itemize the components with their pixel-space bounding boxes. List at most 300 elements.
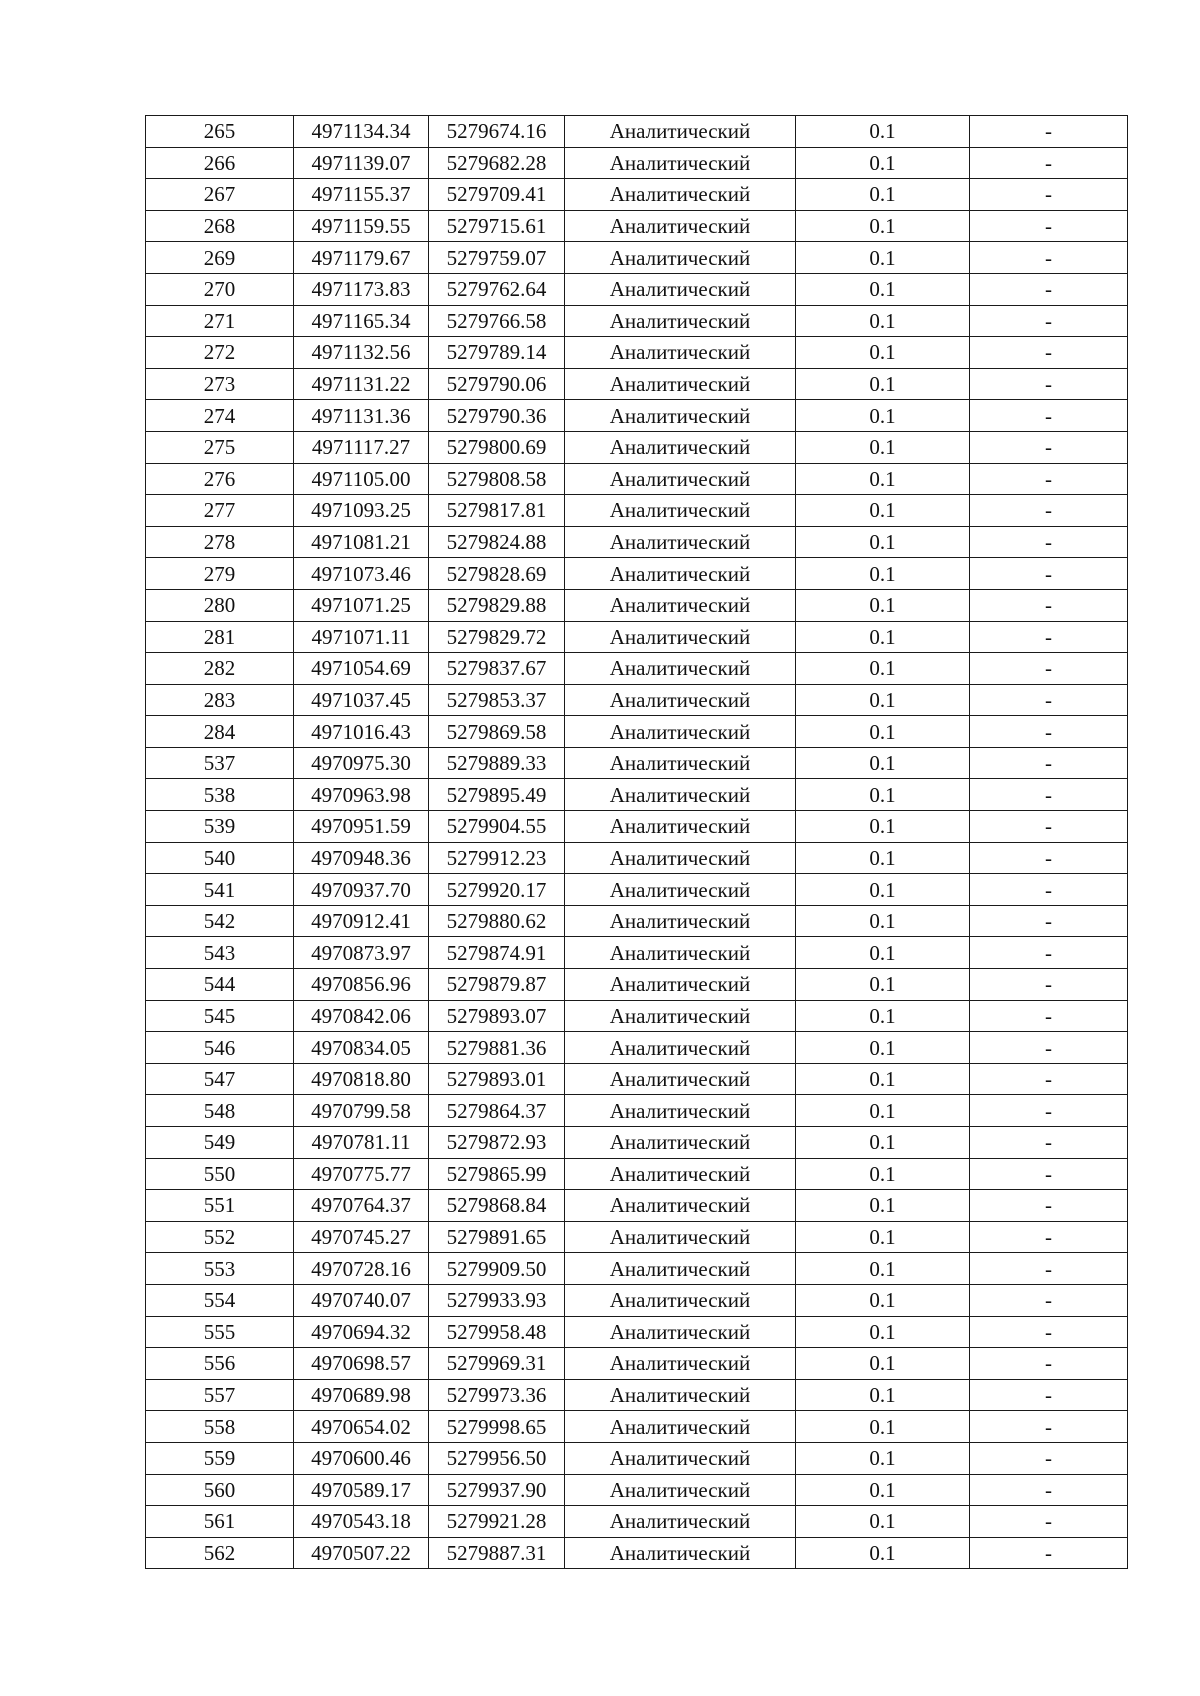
y-coordinate-cell: 5279682.28 <box>429 147 565 179</box>
point-number-cell: 556 <box>146 1348 294 1380</box>
point-number-cell: 548 <box>146 1095 294 1127</box>
point-number-cell: 268 <box>146 210 294 242</box>
x-coordinate-cell: 4970873.97 <box>294 937 429 969</box>
x-coordinate-cell: 4970818.80 <box>294 1063 429 1095</box>
point-number-cell: 537 <box>146 747 294 779</box>
y-coordinate-cell: 5279790.06 <box>429 368 565 400</box>
y-coordinate-cell: 5279824.88 <box>429 526 565 558</box>
precision-cell: 0.1 <box>796 716 970 748</box>
method-cell: Аналитический <box>565 242 796 274</box>
x-coordinate-cell: 4971179.67 <box>294 242 429 274</box>
method-cell: Аналитический <box>565 147 796 179</box>
x-coordinate-cell: 4970912.41 <box>294 905 429 937</box>
y-coordinate-cell: 5279973.36 <box>429 1379 565 1411</box>
precision-cell: 0.1 <box>796 1316 970 1348</box>
point-number-cell: 546 <box>146 1032 294 1064</box>
point-number-cell: 557 <box>146 1379 294 1411</box>
note-cell: - <box>970 905 1128 937</box>
precision-cell: 0.1 <box>796 526 970 558</box>
method-cell: Аналитический <box>565 495 796 527</box>
y-coordinate-cell: 5279920.17 <box>429 874 565 906</box>
method-cell: Аналитический <box>565 937 796 969</box>
y-coordinate-cell: 5279969.31 <box>429 1348 565 1380</box>
point-number-cell: 275 <box>146 431 294 463</box>
point-number-cell: 273 <box>146 368 294 400</box>
note-cell: - <box>970 337 1128 369</box>
y-coordinate-cell: 5279872.93 <box>429 1127 565 1159</box>
x-coordinate-cell: 4971093.25 <box>294 495 429 527</box>
point-number-cell: 544 <box>146 969 294 1001</box>
y-coordinate-cell: 5279921.28 <box>429 1506 565 1538</box>
y-coordinate-cell: 5279828.69 <box>429 558 565 590</box>
x-coordinate-cell: 4971054.69 <box>294 653 429 685</box>
point-number-cell: 540 <box>146 842 294 874</box>
precision-cell: 0.1 <box>796 273 970 305</box>
y-coordinate-cell: 5279874.91 <box>429 937 565 969</box>
point-number-cell: 272 <box>146 337 294 369</box>
y-coordinate-cell: 5279881.36 <box>429 1032 565 1064</box>
note-cell: - <box>970 1348 1128 1380</box>
point-number-cell: 552 <box>146 1221 294 1253</box>
x-coordinate-cell: 4970948.36 <box>294 842 429 874</box>
method-cell: Аналитический <box>565 842 796 874</box>
point-number-cell: 270 <box>146 273 294 305</box>
table-row <box>146 1190 1128 1222</box>
y-coordinate-cell: 5279904.55 <box>429 811 565 843</box>
table-row <box>146 1095 1128 1127</box>
precision-cell: 0.1 <box>796 779 970 811</box>
note-cell: - <box>970 495 1128 527</box>
precision-cell: 0.1 <box>796 1032 970 1064</box>
y-coordinate-cell: 5279762.64 <box>429 273 565 305</box>
note-cell: - <box>970 874 1128 906</box>
point-number-cell: 555 <box>146 1316 294 1348</box>
y-coordinate-cell: 5279808.58 <box>429 463 565 495</box>
precision-cell: 0.1 <box>796 589 970 621</box>
x-coordinate-cell: 4970698.57 <box>294 1348 429 1380</box>
note-cell: - <box>970 716 1128 748</box>
x-coordinate-cell: 4971134.34 <box>294 116 429 148</box>
point-number-cell: 549 <box>146 1127 294 1159</box>
precision-cell: 0.1 <box>796 116 970 148</box>
note-cell: - <box>970 558 1128 590</box>
y-coordinate-cell: 5279864.37 <box>429 1095 565 1127</box>
table-row <box>146 969 1128 1001</box>
table-row <box>146 684 1128 716</box>
method-cell: Аналитический <box>565 1253 796 1285</box>
table-row <box>146 811 1128 843</box>
y-coordinate-cell: 5279889.33 <box>429 747 565 779</box>
point-number-cell: 559 <box>146 1442 294 1474</box>
x-coordinate-cell: 4970951.59 <box>294 811 429 843</box>
note-cell: - <box>970 1063 1128 1095</box>
y-coordinate-cell: 5279800.69 <box>429 431 565 463</box>
table-row <box>146 842 1128 874</box>
note-cell: - <box>970 969 1128 1001</box>
note-cell: - <box>970 937 1128 969</box>
method-cell: Аналитический <box>565 463 796 495</box>
point-number-cell: 278 <box>146 526 294 558</box>
y-coordinate-cell: 5279958.48 <box>429 1316 565 1348</box>
precision-cell: 0.1 <box>796 1127 970 1159</box>
y-coordinate-cell: 5279893.01 <box>429 1063 565 1095</box>
point-number-cell: 266 <box>146 147 294 179</box>
x-coordinate-cell: 4970937.70 <box>294 874 429 906</box>
y-coordinate-cell: 5279998.65 <box>429 1411 565 1443</box>
y-coordinate-cell: 5279789.14 <box>429 337 565 369</box>
note-cell: - <box>970 1284 1128 1316</box>
table-row <box>146 1474 1128 1506</box>
x-coordinate-cell: 4971071.11 <box>294 621 429 653</box>
x-coordinate-cell: 4970781.11 <box>294 1127 429 1159</box>
precision-cell: 0.1 <box>796 431 970 463</box>
point-number-cell: 284 <box>146 716 294 748</box>
method-cell: Аналитический <box>565 589 796 621</box>
point-number-cell: 274 <box>146 400 294 432</box>
point-number-cell: 551 <box>146 1190 294 1222</box>
table-row <box>146 905 1128 937</box>
precision-cell: 0.1 <box>796 969 970 1001</box>
x-coordinate-cell: 4970975.30 <box>294 747 429 779</box>
method-cell: Аналитический <box>565 716 796 748</box>
x-coordinate-cell: 4970654.02 <box>294 1411 429 1443</box>
note-cell: - <box>970 1379 1128 1411</box>
table-row <box>146 463 1128 495</box>
precision-cell: 0.1 <box>796 1158 970 1190</box>
table-row <box>146 368 1128 400</box>
method-cell: Аналитический <box>565 431 796 463</box>
table-row <box>146 937 1128 969</box>
note-cell: - <box>970 400 1128 432</box>
note-cell: - <box>970 1506 1128 1538</box>
x-coordinate-cell: 4970600.46 <box>294 1442 429 1474</box>
table-row <box>146 1506 1128 1538</box>
point-number-cell: 561 <box>146 1506 294 1538</box>
note-cell: - <box>970 1221 1128 1253</box>
y-coordinate-cell: 5279766.58 <box>429 305 565 337</box>
precision-cell: 0.1 <box>796 1537 970 1569</box>
x-coordinate-cell: 4970834.05 <box>294 1032 429 1064</box>
x-coordinate-cell: 4971131.36 <box>294 400 429 432</box>
method-cell: Аналитический <box>565 273 796 305</box>
y-coordinate-cell: 5279893.07 <box>429 1000 565 1032</box>
note-cell: - <box>970 779 1128 811</box>
method-cell: Аналитический <box>565 526 796 558</box>
x-coordinate-cell: 4970842.06 <box>294 1000 429 1032</box>
table-row <box>146 1411 1128 1443</box>
precision-cell: 0.1 <box>796 179 970 211</box>
precision-cell: 0.1 <box>796 1284 970 1316</box>
precision-cell: 0.1 <box>796 747 970 779</box>
table-row <box>146 1537 1128 1569</box>
note-cell: - <box>970 621 1128 653</box>
x-coordinate-cell: 4971117.27 <box>294 431 429 463</box>
precision-cell: 0.1 <box>796 242 970 274</box>
method-cell: Аналитический <box>565 1032 796 1064</box>
table-row <box>146 621 1128 653</box>
y-coordinate-cell: 5279868.84 <box>429 1190 565 1222</box>
note-cell: - <box>970 210 1128 242</box>
method-cell: Аналитический <box>565 621 796 653</box>
method-cell: Аналитический <box>565 779 796 811</box>
table-row <box>146 1442 1128 1474</box>
note-cell: - <box>970 179 1128 211</box>
precision-cell: 0.1 <box>796 937 970 969</box>
x-coordinate-cell: 4971016.43 <box>294 716 429 748</box>
precision-cell: 0.1 <box>796 1506 970 1538</box>
table-row <box>146 1379 1128 1411</box>
precision-cell: 0.1 <box>796 811 970 843</box>
method-cell: Аналитический <box>565 305 796 337</box>
point-number-cell: 280 <box>146 589 294 621</box>
point-number-cell: 276 <box>146 463 294 495</box>
note-cell: - <box>970 747 1128 779</box>
note-cell: - <box>970 1000 1128 1032</box>
table-body <box>146 116 1128 1569</box>
y-coordinate-cell: 5279853.37 <box>429 684 565 716</box>
method-cell: Аналитический <box>565 179 796 211</box>
point-number-cell: 279 <box>146 558 294 590</box>
method-cell: Аналитический <box>565 368 796 400</box>
precision-cell: 0.1 <box>796 1000 970 1032</box>
table-row <box>146 1284 1128 1316</box>
x-coordinate-cell: 4971081.21 <box>294 526 429 558</box>
note-cell: - <box>970 842 1128 874</box>
precision-cell: 0.1 <box>796 1190 970 1222</box>
precision-cell: 0.1 <box>796 400 970 432</box>
table-row <box>146 179 1128 211</box>
x-coordinate-cell: 4971139.07 <box>294 147 429 179</box>
point-number-cell: 553 <box>146 1253 294 1285</box>
x-coordinate-cell: 4970728.16 <box>294 1253 429 1285</box>
method-cell: Аналитический <box>565 969 796 1001</box>
precision-cell: 0.1 <box>796 147 970 179</box>
method-cell: Аналитический <box>565 116 796 148</box>
method-cell: Аналитический <box>565 400 796 432</box>
y-coordinate-cell: 5279879.87 <box>429 969 565 1001</box>
x-coordinate-cell: 4970589.17 <box>294 1474 429 1506</box>
point-number-cell: 267 <box>146 179 294 211</box>
precision-cell: 0.1 <box>796 684 970 716</box>
note-cell: - <box>970 1316 1128 1348</box>
table-row <box>146 495 1128 527</box>
note-cell: - <box>970 1190 1128 1222</box>
table-row <box>146 431 1128 463</box>
table-row <box>146 1348 1128 1380</box>
method-cell: Аналитический <box>565 653 796 685</box>
method-cell: Аналитический <box>565 747 796 779</box>
precision-cell: 0.1 <box>796 305 970 337</box>
precision-cell: 0.1 <box>796 1063 970 1095</box>
method-cell: Аналитический <box>565 1127 796 1159</box>
x-coordinate-cell: 4970507.22 <box>294 1537 429 1569</box>
y-coordinate-cell: 5279880.62 <box>429 905 565 937</box>
y-coordinate-cell: 5279909.50 <box>429 1253 565 1285</box>
table-row <box>146 1316 1128 1348</box>
method-cell: Аналитический <box>565 1158 796 1190</box>
precision-cell: 0.1 <box>796 653 970 685</box>
x-coordinate-cell: 4971155.37 <box>294 179 429 211</box>
table-row <box>146 1158 1128 1190</box>
method-cell: Аналитический <box>565 210 796 242</box>
point-number-cell: 538 <box>146 779 294 811</box>
table-row <box>146 1032 1128 1064</box>
method-cell: Аналитический <box>565 1411 796 1443</box>
x-coordinate-cell: 4971037.45 <box>294 684 429 716</box>
table-row <box>146 116 1128 148</box>
note-cell: - <box>970 463 1128 495</box>
point-number-cell: 283 <box>146 684 294 716</box>
note-cell: - <box>970 1253 1128 1285</box>
y-coordinate-cell: 5279891.65 <box>429 1221 565 1253</box>
y-coordinate-cell: 5279937.90 <box>429 1474 565 1506</box>
precision-cell: 0.1 <box>796 368 970 400</box>
y-coordinate-cell: 5279674.16 <box>429 116 565 148</box>
x-coordinate-cell: 4971073.46 <box>294 558 429 590</box>
x-coordinate-cell: 4970745.27 <box>294 1221 429 1253</box>
note-cell: - <box>970 273 1128 305</box>
precision-cell: 0.1 <box>796 1442 970 1474</box>
note-cell: - <box>970 589 1128 621</box>
coordinates-table <box>145 115 1128 1569</box>
x-coordinate-cell: 4970963.98 <box>294 779 429 811</box>
note-cell: - <box>970 431 1128 463</box>
x-coordinate-cell: 4971105.00 <box>294 463 429 495</box>
method-cell: Аналитический <box>565 874 796 906</box>
method-cell: Аналитический <box>565 905 796 937</box>
x-coordinate-cell: 4971165.34 <box>294 305 429 337</box>
table-row <box>146 305 1128 337</box>
table-row <box>146 874 1128 906</box>
x-coordinate-cell: 4971132.56 <box>294 337 429 369</box>
note-cell: - <box>970 242 1128 274</box>
note-cell: - <box>970 1158 1128 1190</box>
y-coordinate-cell: 5279933.93 <box>429 1284 565 1316</box>
table-row <box>146 400 1128 432</box>
method-cell: Аналитический <box>565 1095 796 1127</box>
point-number-cell: 269 <box>146 242 294 274</box>
note-cell: - <box>970 811 1128 843</box>
table-row <box>146 1221 1128 1253</box>
note-cell: - <box>970 684 1128 716</box>
point-number-cell: 277 <box>146 495 294 527</box>
precision-cell: 0.1 <box>796 210 970 242</box>
point-number-cell: 554 <box>146 1284 294 1316</box>
y-coordinate-cell: 5279817.81 <box>429 495 565 527</box>
table-row <box>146 210 1128 242</box>
y-coordinate-cell: 5279709.41 <box>429 179 565 211</box>
table-row <box>146 589 1128 621</box>
x-coordinate-cell: 4971131.22 <box>294 368 429 400</box>
point-number-cell: 558 <box>146 1411 294 1443</box>
point-number-cell: 560 <box>146 1474 294 1506</box>
table-row <box>146 558 1128 590</box>
point-number-cell: 539 <box>146 811 294 843</box>
precision-cell: 0.1 <box>796 1474 970 1506</box>
table-row <box>146 653 1128 685</box>
precision-cell: 0.1 <box>796 1411 970 1443</box>
note-cell: - <box>970 116 1128 148</box>
note-cell: - <box>970 305 1128 337</box>
y-coordinate-cell: 5279895.49 <box>429 779 565 811</box>
y-coordinate-cell: 5279829.88 <box>429 589 565 621</box>
x-coordinate-cell: 4971071.25 <box>294 589 429 621</box>
method-cell: Аналитический <box>565 1474 796 1506</box>
method-cell: Аналитический <box>565 1190 796 1222</box>
y-coordinate-cell: 5279887.31 <box>429 1537 565 1569</box>
note-cell: - <box>970 1474 1128 1506</box>
point-number-cell: 282 <box>146 653 294 685</box>
method-cell: Аналитический <box>565 684 796 716</box>
table-row <box>146 273 1128 305</box>
x-coordinate-cell: 4970689.98 <box>294 1379 429 1411</box>
x-coordinate-cell: 4970694.32 <box>294 1316 429 1348</box>
table-row <box>146 1063 1128 1095</box>
precision-cell: 0.1 <box>796 495 970 527</box>
method-cell: Аналитический <box>565 1063 796 1095</box>
x-coordinate-cell: 4970775.77 <box>294 1158 429 1190</box>
method-cell: Аналитический <box>565 1506 796 1538</box>
precision-cell: 0.1 <box>796 1253 970 1285</box>
table-row <box>146 337 1128 369</box>
note-cell: - <box>970 526 1128 558</box>
x-coordinate-cell: 4971159.55 <box>294 210 429 242</box>
point-number-cell: 547 <box>146 1063 294 1095</box>
note-cell: - <box>970 1442 1128 1474</box>
x-coordinate-cell: 4970799.58 <box>294 1095 429 1127</box>
table-row <box>146 1127 1128 1159</box>
method-cell: Аналитический <box>565 1221 796 1253</box>
precision-cell: 0.1 <box>796 621 970 653</box>
y-coordinate-cell: 5279837.67 <box>429 653 565 685</box>
note-cell: - <box>970 368 1128 400</box>
note-cell: - <box>970 1095 1128 1127</box>
point-number-cell: 541 <box>146 874 294 906</box>
table-row <box>146 526 1128 558</box>
method-cell: Аналитический <box>565 1316 796 1348</box>
precision-cell: 0.1 <box>796 1095 970 1127</box>
x-coordinate-cell: 4970856.96 <box>294 969 429 1001</box>
method-cell: Аналитический <box>565 811 796 843</box>
precision-cell: 0.1 <box>796 842 970 874</box>
note-cell: - <box>970 653 1128 685</box>
method-cell: Аналитический <box>565 1284 796 1316</box>
table-row <box>146 716 1128 748</box>
table-row <box>146 747 1128 779</box>
method-cell: Аналитический <box>565 1442 796 1474</box>
y-coordinate-cell: 5279829.72 <box>429 621 565 653</box>
point-number-cell: 271 <box>146 305 294 337</box>
y-coordinate-cell: 5279956.50 <box>429 1442 565 1474</box>
method-cell: Аналитический <box>565 558 796 590</box>
y-coordinate-cell: 5279715.61 <box>429 210 565 242</box>
method-cell: Аналитический <box>565 1348 796 1380</box>
note-cell: - <box>970 1411 1128 1443</box>
precision-cell: 0.1 <box>796 1348 970 1380</box>
table-row <box>146 1000 1128 1032</box>
table-row <box>146 242 1128 274</box>
y-coordinate-cell: 5279790.36 <box>429 400 565 432</box>
method-cell: Аналитический <box>565 337 796 369</box>
method-cell: Аналитический <box>565 1379 796 1411</box>
x-coordinate-cell: 4970740.07 <box>294 1284 429 1316</box>
point-number-cell: 543 <box>146 937 294 969</box>
precision-cell: 0.1 <box>796 337 970 369</box>
point-number-cell: 562 <box>146 1537 294 1569</box>
method-cell: Аналитический <box>565 1537 796 1569</box>
precision-cell: 0.1 <box>796 463 970 495</box>
note-cell: - <box>970 1537 1128 1569</box>
